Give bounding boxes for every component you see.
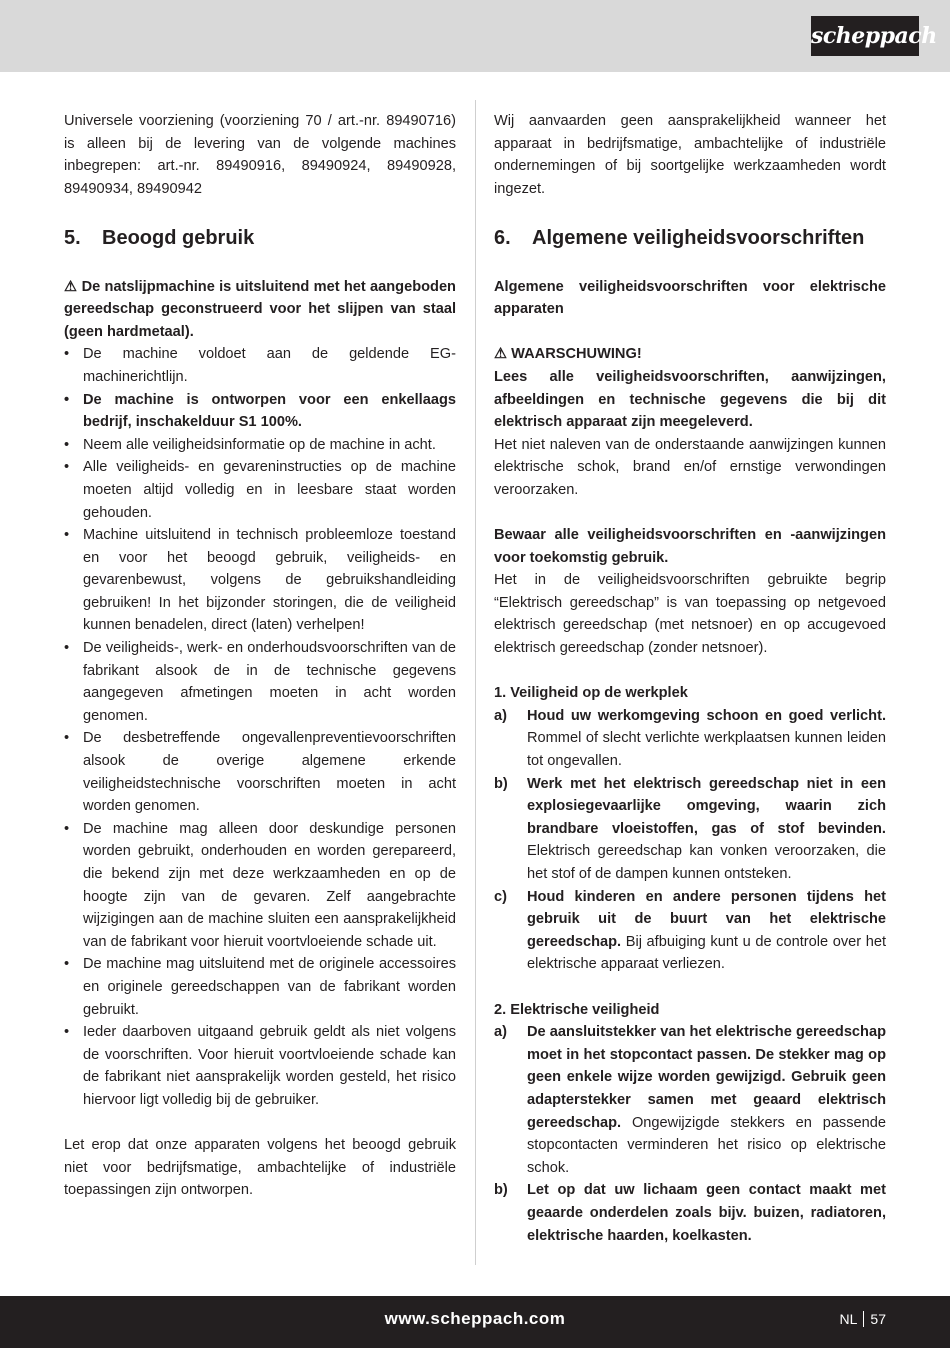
electrical-safety-list [494, 1021, 886, 1247]
brand-logo: scheppach [811, 16, 919, 56]
closing-paragraph: Let erop dat onze apparaten volgens het beoogd gebruik niet voor bedrijfsmatige, ambachtelijke of industriële toepassingen zijn ontworpen. [64, 1137, 456, 1199]
keep-instructions-text: Het in de veiligheidsvoorschriften gebruikte begrip “Elektrisch gereedschap” is van toepassing op netgevoed elektrisch gereedschap (met netsnoer) en op accugevoed elektrisch gereedschap (zonder netsnoer). [494, 572, 886, 657]
list-item: • De machine is ontworpen voor een enkellaags bedrijf, inschakelduur S1 100%. [64, 389, 456, 434]
usage-list [64, 343, 456, 1111]
list-item: c) Houd kinderen en andere personen tijdens het gebruik uit de buurt van het elektrische gereedschap. Bij afbuiging kunt u de controle over het elektrische apparaat verliezen. [494, 888, 886, 973]
website-link[interactable]: www.scheppach.com [384, 1309, 566, 1328]
language-code: NL [839, 1311, 858, 1327]
subsection-1-title: 1. Veiligheid op de werkplek [494, 685, 688, 702]
safety-subtitle: Algemene veiligheidsvoorschriften voor elektrische apparaten [494, 278, 886, 318]
keep-instructions-bold: Bewaar alle veiligheidsvoorschriften en -aanwijzingen voor toekomstig gebruik. [494, 527, 886, 566]
list-item: a) De aansluitstekker van het elektrische gereedschap moet in het stopcontact passen. De stekker mag op geen enkele wijze worden gewijzigd. Gebruik geen adapterstekker samen met geaard elektrisch gereedschap. Ongewijzigde stekkers en passende stopcontacten verminderen het risico op elektrische schok. [494, 1024, 886, 1176]
intro-paragraph: Universele voorziening (voorziening 70 / art.-nr. 89490716) is alleen bij de levering van de volgende machines inbegrepen: art.-nr. 89490916, 89490924, 89490928, 89490934, 89490942 [64, 113, 456, 197]
usage-warning: ⚠ De natslijpmachine is uitsluitend met het aangeboden gereedschap geconstrueerd voor het slijpen van staal (geen hardmetaal). [64, 278, 456, 340]
warning-label: ⚠ WAARSCHUWING! [494, 346, 642, 363]
column-divider [475, 100, 476, 1265]
page-indicator [840, 1311, 886, 1327]
left-column [64, 110, 456, 1202]
list-item: • De machine voldoet aan de geldende EG-machinerichtlijn. [64, 343, 456, 388]
warning-text: Het niet naleven van de onderstaande aanwijzingen kunnen elektrische schok, brand en/of ernstige verwondingen veroorzaken. [494, 436, 886, 498]
list-item: • Ieder daarboven uitgaand gebruik geldt als niet volgens de voorschriften. Voor hieruit voortvloeiende schade kan de fabrikant niet aansprakelijk worden gesteld, het risico hiervoor ligt volledig bij de gebruiker. [64, 1021, 456, 1111]
warning-icon: ⚠ [494, 346, 508, 363]
page-number: 57 [870, 1311, 886, 1327]
header-bar [0, 0, 950, 72]
subsection-2-title: 2. Elektrische veiligheid [494, 1001, 660, 1018]
section-6-heading: 6. Algemene veiligheidsvoorschriften [494, 226, 865, 249]
list-item: • De desbetreffende ongevallenpreventievoorschriften alsook de overige algemene erkende veiligheidstechnische voorschriften moeten in acht worden genomen. [64, 727, 456, 817]
warning-icon: ⚠ [64, 278, 78, 295]
list-item: • Machine uitsluitend in technisch probleemloze toestand en voor het beoogd gebruik, veiligheids- en gevarenbewust, volgens de gebruikshandleiding gebruiken! In het bijzonder storingen, die de veiligheid kunnen benadelen, direct (laten) verhelpen! [64, 524, 456, 637]
list-item: b) Let op dat uw lichaam geen contact maakt met geaarde onderdelen zoals bijv. buizen, radiatoren, elektrische haarden, koelkasten. [494, 1182, 886, 1244]
list-item: b) Werk met het elektrisch gereedschap niet in een explosiegevaarlijke omgeving, waarin zich brandbare vloeistoffen, gas of stof bevinden. Elektrisch gereedschap kan vonken veroorzaken, die het stof of de dampen kunnen ontsteken. [494, 775, 886, 882]
liability-paragraph: Wij aanvaarden geen aansprakelijkheid wanneer het apparaat in bedrijfsmatige, ambachtelijke of industriële ondernemingen of bij soortgelijke werkzaamheden wordt ingezet. [494, 113, 886, 197]
workplace-safety-list [494, 705, 886, 976]
warning-bold-text: Lees alle veiligheidsvoorschriften, aanwijzingen, afbeeldingen en technische gegevens die bij dit elektrisch apparaat zijn meegeleverd. [494, 368, 886, 431]
list-item: • De veiligheids-, werk- en onderhoudsvoorschriften van de fabrikant alsook de in de technische gegevens aangegeven afmetingen moeten in acht worden genomen. [64, 637, 456, 727]
right-column [494, 110, 886, 1247]
section-5-heading: 5. Beoogd gebruik [64, 226, 255, 249]
list-item: • De machine mag uitsluitend met de originele accessoires en originele gereedschappen van de fabrikant worden gebruikt. [64, 953, 456, 1021]
list-item: • De machine mag alleen door deskundige personen worden gebruikt, onderhouden en worden gerepareerd, die bekend zijn met deze werkzaamheden en op de hoogte zijn van de gevaren. Zelf aangebrachte wijzigingen aan de machine sluiten een aansprakelijkheid van de fabrikant voor hieruit voortvloeiende schade uit. [64, 818, 456, 954]
list-item: • Neem alle veiligheidsinformatie op de machine in acht. [64, 434, 456, 457]
footer-bar [0, 1296, 950, 1348]
list-item: a) Houd uw werkomgeving schoon en goed verlicht. Rommel of slecht verlichte werkplaatsen kunnen leiden tot ongevallen. [494, 707, 886, 770]
list-item: • Alle veiligheids- en gevareninstructies op de machine moeten altijd volledig en in leesbare staat worden gehouden. [64, 456, 456, 524]
